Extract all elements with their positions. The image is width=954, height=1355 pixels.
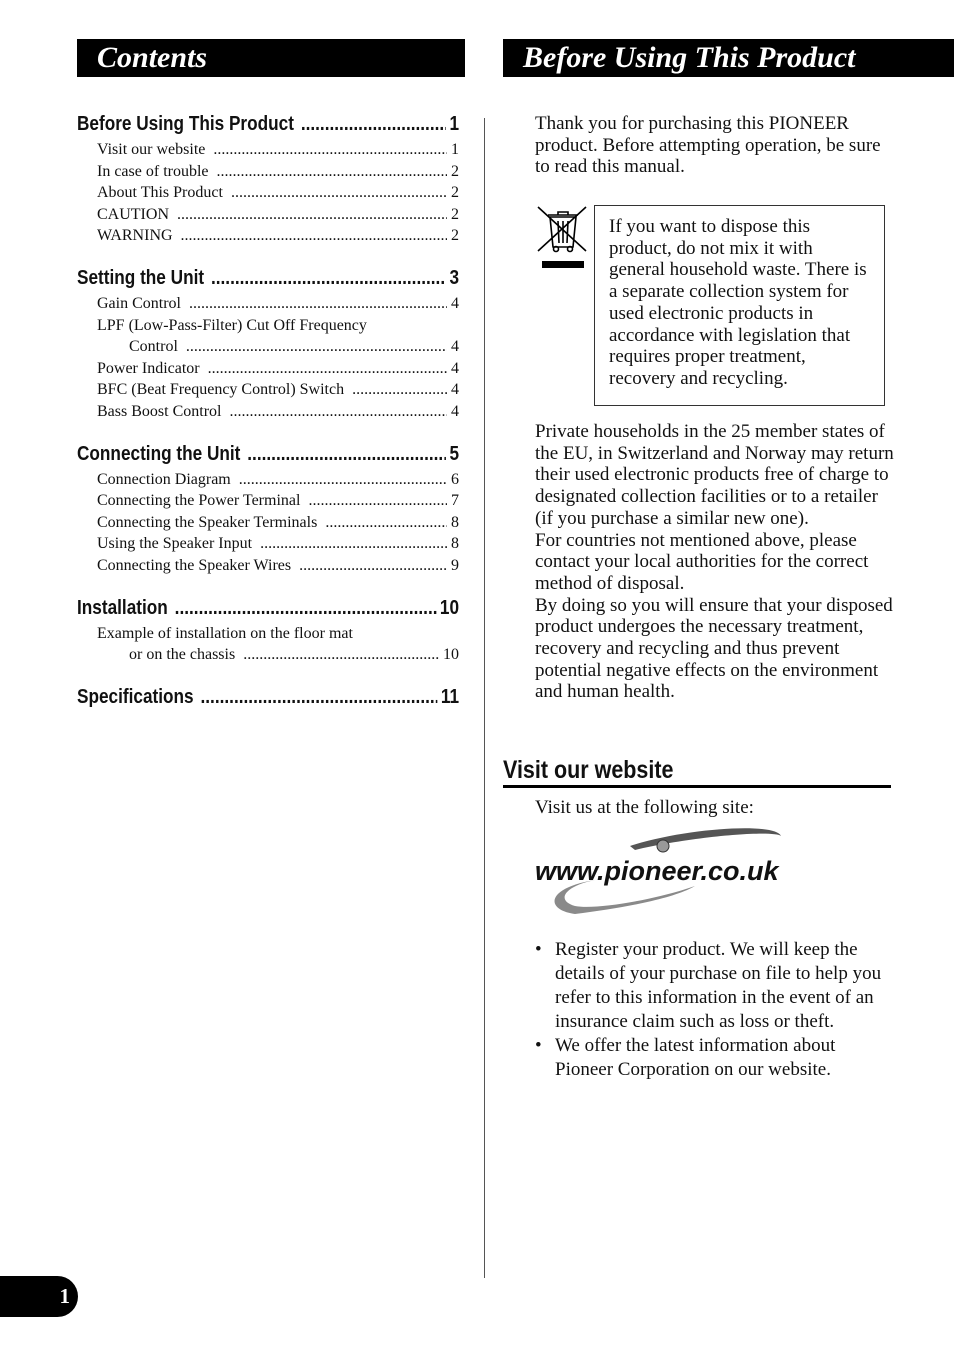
list-item bbox=[535, 938, 895, 1034]
toc-heading-page: 11 bbox=[440, 685, 460, 708]
leader-dots bbox=[247, 441, 446, 467]
list-item bbox=[535, 1034, 895, 1082]
toc-entry-label: Visit our website bbox=[97, 141, 206, 158]
toc-entry-label: Control bbox=[129, 338, 178, 356]
toc-section bbox=[77, 265, 459, 423]
toc-entry-label: Connecting the Speaker Wires bbox=[97, 556, 292, 574]
toc-heading[interactable] bbox=[77, 684, 459, 710]
toc-heading[interactable] bbox=[77, 265, 459, 291]
toc-heading-page: 5 bbox=[449, 442, 460, 465]
toc-entry-page: 4 bbox=[451, 381, 459, 399]
disposal-notice-text: If you want to dispose this product, do not mix it with general household waste. There is a separate collection system for used electronic products in accordance with legislation that requires proper treatment, recovery and recycling. bbox=[609, 216, 867, 389]
bullet-mark: • bbox=[535, 939, 542, 960]
toc-entry[interactable] bbox=[77, 401, 459, 423]
toc-entry-label: In case of trouble bbox=[97, 162, 209, 180]
disposal-notice-box bbox=[594, 205, 885, 406]
toc-entry-page: 9 bbox=[451, 556, 459, 574]
toc-entry-page: 6 bbox=[451, 470, 459, 488]
bullet-text: Register your product. We will keep the details of your purchase on file to help you refer to this information in the event of an insurance claim such as loss or theft. bbox=[555, 939, 882, 1032]
website-url[interactable]: www.pioneer.co.uk bbox=[535, 856, 779, 886]
toc-entry-page: 2 bbox=[451, 162, 459, 180]
toc-entry-label: Bass Boost Control bbox=[97, 402, 222, 420]
leader-dots bbox=[229, 401, 447, 423]
leader-dots bbox=[181, 225, 447, 247]
toc-entry[interactable] bbox=[77, 512, 459, 534]
toc-entry[interactable] bbox=[77, 555, 459, 577]
toc-entry-page: 4 bbox=[451, 359, 459, 377]
column-divider bbox=[484, 118, 485, 1278]
toc-entry-line[interactable]: LPF (Low-Pass-Filter) Cut Off Frequency bbox=[97, 316, 367, 334]
toc-section bbox=[77, 595, 459, 666]
visit-website-heading: Visit our website bbox=[503, 755, 891, 788]
intro-paragraph: Thank you for purchasing this PIONEER product. Before attempting operation, be sure to read this manual. bbox=[535, 113, 881, 178]
leader-dots bbox=[243, 644, 439, 666]
toc-entry-page: 2 bbox=[451, 227, 459, 245]
leader-dots bbox=[301, 111, 446, 137]
leader-dots bbox=[239, 469, 447, 491]
toc-entry-label: Connecting the Power Terminal bbox=[97, 492, 301, 510]
leader-dots bbox=[189, 293, 447, 315]
toc-entry[interactable] bbox=[77, 533, 459, 555]
eu-paragraph: By doing so you will ensure that your disposed product undergoes the necessary treatment, recovery and recycling and thus prevent potential negative effects on the environment and human health. bbox=[535, 594, 893, 703]
leader-dots bbox=[201, 684, 438, 710]
leader-dots bbox=[186, 336, 447, 358]
toc-heading-page: 10 bbox=[439, 596, 460, 619]
toc-entry[interactable] bbox=[77, 225, 459, 247]
toc-entry-page: 10 bbox=[443, 646, 459, 664]
toc-entry-page: 1 bbox=[451, 141, 459, 158]
toc-entry-label: WARNING bbox=[97, 227, 173, 245]
before-using-banner: Before Using This Product bbox=[503, 39, 954, 77]
toc-heading-title: Setting the Unit bbox=[77, 266, 205, 289]
toc-entry-page: 4 bbox=[451, 338, 459, 356]
toc-entry-page: 2 bbox=[451, 184, 459, 202]
toc-section bbox=[77, 684, 459, 710]
toc-heading[interactable] bbox=[77, 441, 459, 467]
toc-entry[interactable] bbox=[77, 293, 459, 315]
contents-banner: Contents bbox=[77, 39, 465, 77]
toc-entry[interactable] bbox=[77, 161, 459, 183]
bullet-mark: • bbox=[535, 1035, 542, 1056]
toc-heading-page: 1 bbox=[449, 113, 460, 135]
toc-entry-label: About This Product bbox=[97, 184, 223, 202]
leader-dots bbox=[231, 182, 447, 204]
toc-entry-page: 2 bbox=[451, 205, 459, 223]
website-logo-link[interactable] bbox=[535, 824, 805, 918]
toc-entry-page: 8 bbox=[451, 535, 459, 553]
toc-entry[interactable] bbox=[77, 204, 459, 226]
leader-dots bbox=[213, 139, 447, 161]
toc-entry-line[interactable]: Example of installation on the floor mat bbox=[97, 624, 353, 642]
toc-heading-title: Before Using This Product bbox=[77, 113, 294, 135]
leader-dots bbox=[299, 555, 447, 577]
leader-dots bbox=[352, 379, 447, 401]
eu-paragraph: For countries not mentioned above, please contact your local authorities for the correct method of disposal. bbox=[535, 529, 869, 594]
logo-swoosh-top bbox=[630, 828, 781, 850]
toc-entry-label: Connection Diagram bbox=[97, 470, 231, 488]
toc-entry-label: or on the chassis bbox=[129, 646, 236, 664]
leader-dots bbox=[308, 490, 447, 512]
leader-dots bbox=[217, 161, 447, 183]
toc-heading[interactable] bbox=[77, 595, 459, 621]
toc-entry[interactable] bbox=[77, 490, 459, 512]
toc-entry-label: Gain Control bbox=[97, 294, 181, 312]
leader-dots bbox=[260, 533, 447, 555]
website-bullets bbox=[535, 938, 895, 1082]
toc-entry[interactable] bbox=[77, 182, 459, 204]
toc-section bbox=[77, 111, 459, 247]
toc-entry-label: BFC (Beat Frequency Control) Switch bbox=[97, 381, 345, 399]
toc-entry[interactable] bbox=[77, 139, 459, 161]
toc-entry-label: Power Indicator bbox=[97, 359, 200, 377]
page-number: 1 bbox=[0, 1276, 78, 1317]
bullet-text: We offer the latest information about Pioneer Corporation on our website. bbox=[555, 1035, 836, 1080]
leader-dots bbox=[325, 512, 447, 534]
toc-entry[interactable] bbox=[77, 644, 459, 666]
toc-entry-page: 4 bbox=[451, 294, 459, 312]
toc-entry-page: 8 bbox=[451, 513, 459, 531]
leader-dots bbox=[177, 204, 447, 226]
toc-entry-page: 7 bbox=[451, 492, 459, 510]
visit-instruction: Visit us at the following site: bbox=[535, 797, 754, 818]
toc-entry[interactable] bbox=[77, 358, 459, 380]
toc-entry-label: Connecting the Speaker Terminals bbox=[97, 513, 318, 531]
table-of-contents bbox=[77, 111, 459, 728]
eu-disposal-text bbox=[535, 421, 895, 703]
toc-section bbox=[77, 441, 459, 577]
toc-heading-title: Installation bbox=[77, 596, 168, 619]
toc-entry[interactable] bbox=[77, 379, 459, 401]
toc-entry-page: 4 bbox=[451, 402, 459, 420]
toc-entry[interactable] bbox=[77, 469, 459, 491]
toc-heading[interactable] bbox=[77, 111, 459, 137]
eu-paragraph: Private households in the 25 member states of the EU, in Switzerland and Norway may return their used electronic products free of charge to designated collection facilities or to a retailer (if you purchase a similar new one). bbox=[535, 421, 894, 529]
toc-entry-label: Using the Speaker Input bbox=[97, 535, 253, 553]
toc-entry-label: CAUTION bbox=[97, 205, 169, 223]
toc-entry[interactable] bbox=[77, 336, 459, 358]
leader-dots bbox=[211, 265, 446, 291]
toc-heading-title: Connecting the Unit bbox=[77, 442, 241, 465]
toc-heading-page: 3 bbox=[449, 266, 460, 289]
toc-heading-title: Specifications bbox=[77, 685, 194, 708]
leader-dots bbox=[175, 595, 437, 621]
crossed-out-bin-icon bbox=[536, 205, 590, 269]
logo-dot bbox=[657, 840, 669, 852]
leader-dots bbox=[208, 358, 447, 380]
